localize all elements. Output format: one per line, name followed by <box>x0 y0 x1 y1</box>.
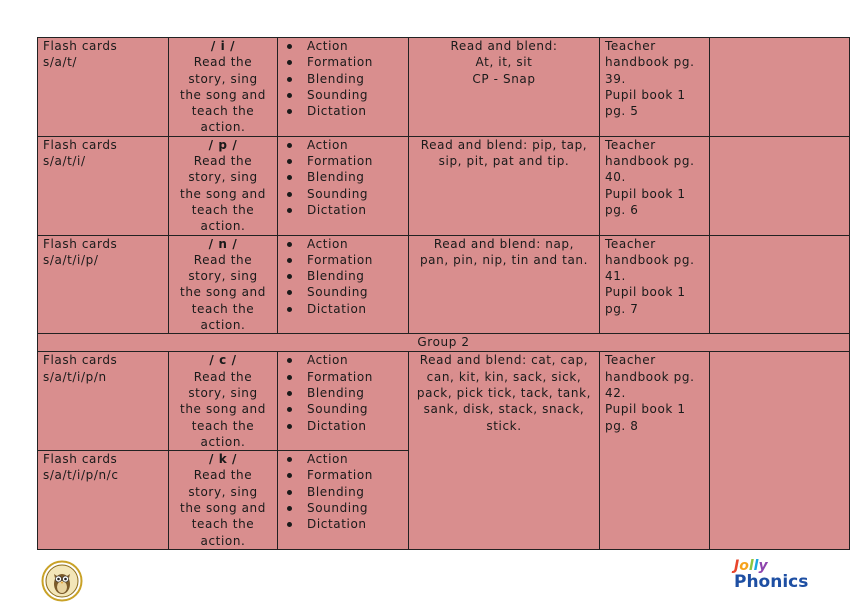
reference-line: pg. 8 <box>605 418 639 433</box>
reference-line: Teacher <box>605 137 656 152</box>
list-item: Action <box>283 352 403 368</box>
table-row <box>38 352 850 451</box>
activity-line: the song and <box>180 186 266 201</box>
reference-cell <box>600 136 710 235</box>
steps-cell <box>278 352 409 451</box>
flash-cards-label: Flash cards <box>43 452 118 467</box>
flash-cards-label: Flash cards <box>43 236 118 251</box>
sound-label: / n / <box>208 236 238 251</box>
table-row <box>38 235 850 334</box>
owl-badge-icon <box>41 560 83 602</box>
activity-line: the song and <box>180 285 266 300</box>
list-item: Dictation <box>283 301 403 317</box>
blend-line: stick. <box>486 418 522 433</box>
sound-cell <box>169 235 278 334</box>
flash-cards-letters: s/a/t/ <box>43 55 78 70</box>
brand-letter: o <box>739 558 749 574</box>
brand-letter: l <box>748 558 754 574</box>
reference-line: 42. <box>605 385 626 400</box>
steps-cell <box>278 38 409 137</box>
group-header-row <box>38 334 850 352</box>
reference-line: 39. <box>605 71 626 86</box>
flash-cards-cell <box>38 38 169 137</box>
blend-line: Read and blend: <box>450 39 558 53</box>
activity-line: the song and <box>180 501 266 516</box>
list-item: Blending <box>283 268 403 284</box>
list-item: Blending <box>283 484 403 500</box>
blend-cell <box>409 352 600 550</box>
reference-line: Teacher <box>605 236 656 251</box>
empty-cell <box>710 352 850 550</box>
blend-line: pack, pick tick, tack, tank, <box>416 385 592 400</box>
activity-line: Read the <box>193 369 253 384</box>
reference-line: pg. 5 <box>605 104 639 119</box>
list-item: Formation <box>283 369 403 385</box>
list-item: Formation <box>283 54 403 70</box>
list-item: Sounding <box>283 401 403 417</box>
flash-cards-cell <box>38 136 169 235</box>
brand-line-2: Phonics <box>734 572 809 592</box>
steps-cell <box>278 136 409 235</box>
list-item: Blending <box>283 169 403 185</box>
activity-line: teach the <box>191 301 255 316</box>
blend-line: pan, pin, nip, tin and tan. <box>419 252 589 267</box>
sound-label: / k / <box>208 452 238 467</box>
activity-line: story, sing <box>188 170 258 185</box>
flash-cards-letters: s/a/t/i/ <box>43 154 86 169</box>
activity-line: story, sing <box>188 385 258 400</box>
list-item: Formation <box>283 153 403 169</box>
activity-line: action. <box>200 120 246 135</box>
blend-cell <box>409 235 600 334</box>
list-item: Dictation <box>283 202 403 218</box>
list-item: Blending <box>283 385 403 401</box>
activity-line: story, sing <box>188 269 258 284</box>
reference-line: handbook pg. <box>605 369 695 384</box>
sound-cell <box>169 136 278 235</box>
flash-cards-cell <box>38 451 169 550</box>
activity-line: Read the <box>193 468 253 483</box>
reference-line: Teacher <box>605 39 656 53</box>
reference-line: handbook pg. <box>605 154 695 169</box>
list-item: Blending <box>283 71 403 87</box>
empty-cell <box>710 235 850 334</box>
sound-label: / c / <box>209 353 237 368</box>
reference-cell <box>600 235 710 334</box>
sound-label: / p / <box>208 137 238 152</box>
activity-line: Read the <box>193 252 253 267</box>
brand-letter: J <box>734 558 740 574</box>
sound-cell <box>169 38 278 137</box>
group-title: Group 2 <box>38 334 850 352</box>
list-item: Formation <box>283 252 403 268</box>
sound-label: / i / <box>210 39 236 53</box>
reference-line: 40. <box>605 170 626 185</box>
reference-line: handbook pg. <box>605 252 695 267</box>
flash-cards-label: Flash cards <box>43 137 118 152</box>
activity-line: teach the <box>191 104 255 119</box>
steps-list <box>283 137 403 218</box>
activity-line: Read the <box>193 55 253 70</box>
list-item: Sounding <box>283 87 403 103</box>
reference-line: pg. 6 <box>605 202 639 217</box>
blend-line: At, it, sit <box>475 55 533 70</box>
flash-cards-label: Flash cards <box>43 353 118 368</box>
activity-line: action. <box>200 219 246 234</box>
reference-line: Pupil book 1 <box>605 285 686 300</box>
activity-line: story, sing <box>188 71 258 86</box>
blend-line: CP - Snap <box>472 71 536 86</box>
activity-line: the song and <box>180 87 266 102</box>
table-row <box>38 136 850 235</box>
list-item: Dictation <box>283 516 403 532</box>
reference-line: pg. 7 <box>605 301 639 316</box>
list-item: Action <box>283 236 403 252</box>
reference-cell <box>600 38 710 137</box>
flash-cards-cell <box>38 352 169 451</box>
steps-cell <box>278 235 409 334</box>
lesson-plan-table <box>37 37 850 550</box>
activity-line: teach the <box>191 418 255 433</box>
activity-line: teach the <box>191 202 255 217</box>
activity-line: action. <box>200 533 246 548</box>
activity-line: Read the <box>193 154 253 169</box>
steps-list <box>283 352 403 433</box>
brand-letter: y <box>758 558 768 574</box>
list-item: Dictation <box>283 418 403 434</box>
list-item: Sounding <box>283 186 403 202</box>
brand-letter: l <box>753 558 759 574</box>
reference-line: Pupil book 1 <box>605 87 686 102</box>
empty-cell <box>710 38 850 137</box>
reference-line: Teacher <box>605 353 656 368</box>
blend-line: Read and blend: pip, tap, <box>420 137 588 152</box>
flash-cards-letters: s/a/t/i/p/ <box>43 252 99 267</box>
table-row <box>38 38 850 137</box>
activity-line: the song and <box>180 402 266 417</box>
sound-cell <box>169 352 278 451</box>
steps-list <box>283 38 403 119</box>
activity-line: teach the <box>191 517 255 532</box>
list-item: Action <box>283 451 403 467</box>
activity-line: story, sing <box>188 484 258 499</box>
steps-list <box>283 451 403 532</box>
blend-cell <box>409 38 600 137</box>
empty-cell <box>710 136 850 235</box>
reference-cell <box>600 352 710 550</box>
blend-line: can, kit, kin, sack, sick, <box>426 369 582 384</box>
reference-line: Pupil book 1 <box>605 402 686 417</box>
activity-line: action. <box>200 318 246 333</box>
list-item: Sounding <box>283 500 403 516</box>
reference-line: 41. <box>605 269 626 284</box>
reference-line: Pupil book 1 <box>605 186 686 201</box>
reference-line: handbook pg. <box>605 55 695 70</box>
flash-cards-letters: s/a/t/i/p/n/c <box>43 468 119 483</box>
flash-cards-letters: s/a/t/i/p/n <box>43 369 107 384</box>
list-item: Action <box>283 38 403 54</box>
blend-line: sank, disk, stack, snack, <box>423 402 585 417</box>
blend-line: Read and blend: cat, cap, <box>419 353 589 368</box>
blend-line: Read and blend: nap, <box>433 236 575 251</box>
activity-line: action. <box>200 434 246 449</box>
list-item: Sounding <box>283 284 403 300</box>
sound-cell <box>169 451 278 550</box>
steps-list <box>283 236 403 317</box>
list-item: Formation <box>283 467 403 483</box>
jolly-phonics-logo <box>734 558 814 598</box>
flash-cards-label: Flash cards <box>43 39 118 53</box>
list-item: Action <box>283 137 403 153</box>
blend-line: sip, pit, pat and tip. <box>438 154 570 169</box>
flash-cards-cell <box>38 235 169 334</box>
blend-cell <box>409 136 600 235</box>
steps-cell <box>278 451 409 550</box>
list-item: Dictation <box>283 103 403 119</box>
